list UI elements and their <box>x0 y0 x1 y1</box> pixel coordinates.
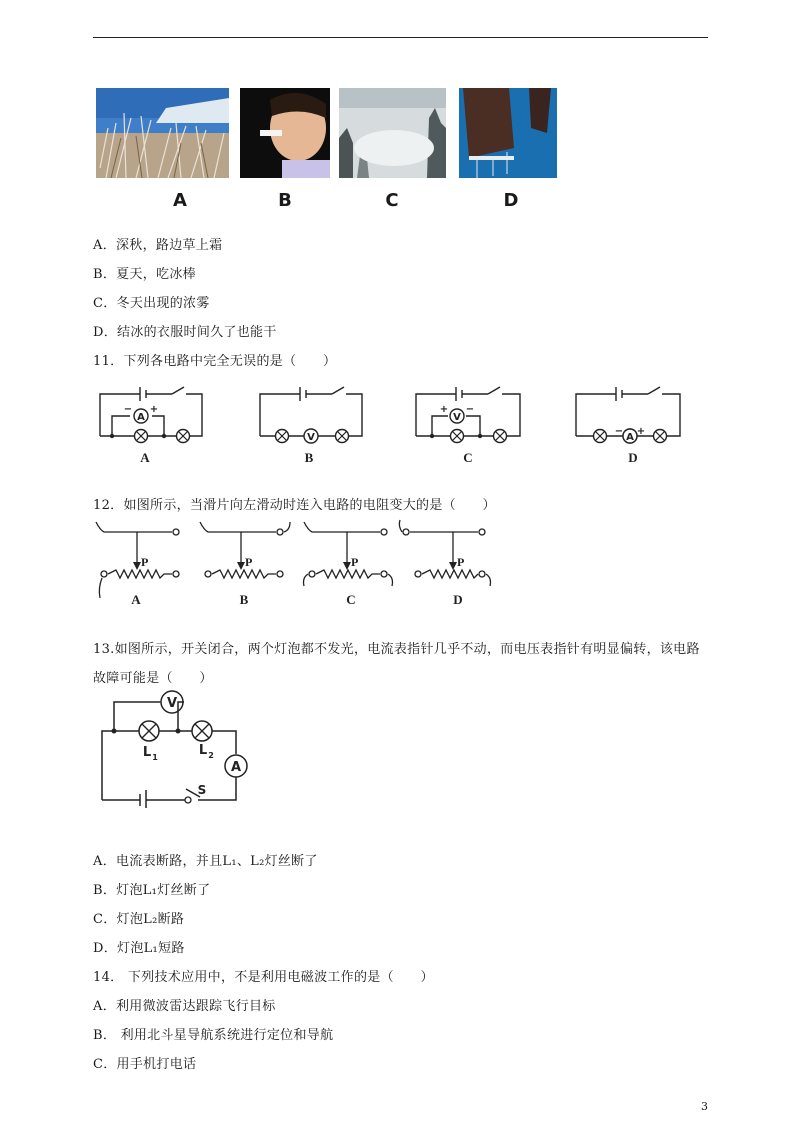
q11-meter-a: A <box>137 412 145 423</box>
q11-label-d: D <box>628 450 638 465</box>
q13-stem-line2: 故障可能是（ ） <box>93 671 213 686</box>
q11-label-c: C <box>463 450 473 465</box>
q11-meter-a-d: A <box>626 432 634 443</box>
q13-switch-label: S <box>197 783 207 797</box>
header-rule <box>93 37 708 38</box>
q11-circuits <box>92 378 712 466</box>
q12-label-c: C <box>346 592 356 607</box>
q12-slider-c: P <box>351 555 359 569</box>
q14-option-c: C．用手机打电话 <box>93 1057 197 1072</box>
q12-stem: 12．如图所示，当滑片向左滑动时连入电路的电阻变大的是（ ） <box>93 498 496 513</box>
q11-plus-sign-d: + <box>636 426 646 437</box>
q11-label-a: A <box>140 450 150 465</box>
q13-option-d: D．灯泡L₁短路 <box>93 941 185 956</box>
q11-minus-sign-c: − <box>465 404 475 415</box>
photo-label-a: A <box>173 190 187 211</box>
q11-stem: 11．下列各电路中完全无误的是（ ） <box>93 354 337 369</box>
q13-voltmeter-label: V <box>166 696 178 711</box>
q11-plus-sign-a: + <box>149 404 159 415</box>
q11-minus-sign-d: − <box>614 426 624 437</box>
q13-option-b: B．灯泡L₁灯丝断了 <box>93 883 211 898</box>
q13-circuit <box>96 686 256 808</box>
q12-slider-a: P <box>141 555 149 569</box>
q11-meter-v-c: V <box>453 412 461 423</box>
photo-frost-grass <box>96 88 229 178</box>
q14-option-b: B． 利用北斗星导航系统进行定位和导航 <box>93 1028 334 1043</box>
q13-lamp1-label: L <box>142 745 152 760</box>
q13-lamp2-sub: 2 <box>208 751 214 760</box>
q11-plus-sign-c: + <box>439 404 449 415</box>
q12-label-a: A <box>131 592 141 607</box>
q11-minus-sign-a: − <box>123 404 133 415</box>
photo-child-ice-pop <box>240 88 330 178</box>
q13-lamp2-label: L <box>198 743 208 758</box>
q13-option-c: C．灯泡L₂断路 <box>93 912 185 927</box>
q13-stem-line1: 13.如图所示，开关闭合，两个灯泡都不发光，电流表指针几乎不动，而电压表指针有明显偏转，该电路 <box>93 642 700 657</box>
q10-option-c: C．冬天出现的浓雾 <box>93 296 210 311</box>
photo-label-d: D <box>503 190 519 211</box>
q12-rheostats <box>92 518 512 608</box>
q13-ammeter-label: A <box>230 760 242 775</box>
photo-label-c: C <box>385 190 399 211</box>
photo-fog-mountains <box>339 88 446 178</box>
q11-label-b: B <box>304 450 314 465</box>
q10-option-d: D．结冰的衣服时间久了也能干 <box>93 325 277 340</box>
q10-option-b: B．夏天，吃冰棒 <box>93 267 196 282</box>
q14-stem: 14． 下列技术应用中，不是利用电磁波工作的是（ ） <box>93 970 434 985</box>
q12-slider-b: P <box>245 555 253 569</box>
q12-label-b: B <box>239 592 249 607</box>
q12-slider-d: P <box>457 555 465 569</box>
q14-option-a: A．利用微波雷达跟踪飞行目标 <box>93 999 276 1014</box>
q13-lamp1-sub: 1 <box>152 753 158 762</box>
q10-option-a: A．深秋，路边草上霜 <box>93 238 223 253</box>
q13-option-a: A．电流表断路，并且L₁、L₂灯丝断了 <box>93 854 318 869</box>
q12-label-d: D <box>453 592 463 607</box>
q11-meter-v-b: V <box>307 432 315 443</box>
page-number: 3 <box>701 1100 708 1113</box>
photo-frozen-clothes <box>459 88 557 178</box>
photo-label-b: B <box>278 190 292 211</box>
